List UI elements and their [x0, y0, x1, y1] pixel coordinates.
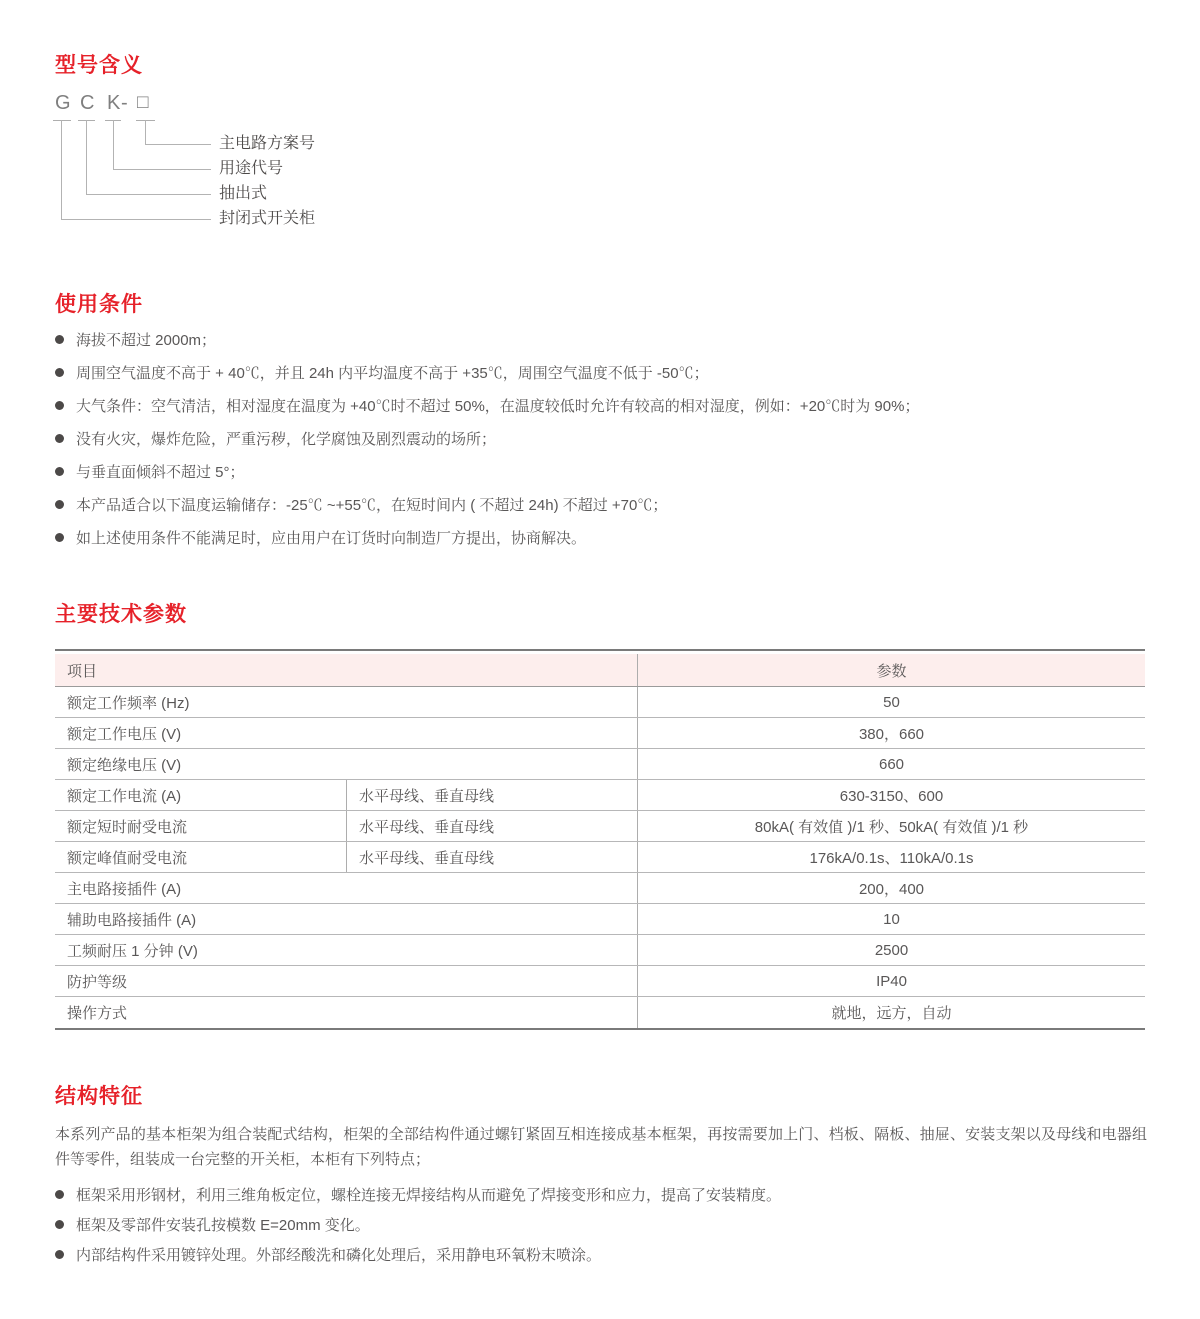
table-cell-subitem: 水平母线、垂直母线: [346, 811, 637, 841]
table-cell-value: 80kA( 有效值 )/1 秒、50kA( 有效值 )/1 秒: [637, 811, 1145, 841]
bullet-icon: [55, 434, 64, 443]
list-item: [55, 1216, 1155, 1232]
table-cell-item: 工频耐压 1 分钟 (V): [67, 942, 198, 960]
list-item-text: 本产品适合以下温度运输储存：-25℃ ~+55℃，在短时间内 ( 不超过 24h) 不超过 +70℃；: [76, 496, 668, 514]
list-item: [55, 496, 1155, 512]
table-row: [55, 811, 1145, 842]
list-item-text: 大气条件：空气清洁，相对湿度在温度为 +40℃时不超过 50%，在温度较低时允许有较高的相对湿度，例如：+20℃时为 90%；: [76, 397, 920, 415]
column-header-value: 参数: [637, 654, 1145, 686]
list-item-text: 周围空气温度不高于 + 40℃，并且 24h 内平均温度不高于 +35℃，周围空气温度不低于 -50℃；: [76, 364, 709, 382]
table-row: [55, 873, 1145, 904]
bullet-icon: [55, 335, 64, 344]
list-item-text: 没有火灾，爆炸危险，严重污秽，化学腐蚀及剧烈震动的场所；: [76, 430, 497, 448]
table-cell-subitem: 水平母线、垂直母线: [346, 842, 637, 872]
table-cell-value: 50: [637, 687, 1145, 717]
table-row: [55, 749, 1145, 780]
structure-features-list: [55, 1186, 1155, 1276]
model-code-letter: C: [80, 92, 95, 114]
bullet-icon: [55, 401, 64, 410]
diagram-label-purpose-code: 用途代号: [219, 160, 284, 177]
table-row: [55, 780, 1145, 811]
list-item: [55, 397, 1155, 413]
connector-line: [86, 194, 211, 195]
bullet-icon: [55, 1220, 64, 1229]
table-cell-item: 额定绝缘电压 (V): [67, 756, 182, 774]
list-item: [55, 364, 1155, 380]
table-cell-value: 380，660: [637, 718, 1145, 748]
diagram-label-enclosed-switchgear: 封闭式开关柜: [219, 210, 316, 227]
bullet-icon: [55, 1190, 64, 1199]
parameters-table: [55, 649, 1145, 1030]
list-item: [55, 1246, 1155, 1262]
table-row: [55, 997, 1145, 1028]
usage-conditions-list: [55, 331, 1155, 562]
table-cell-value: 就地，远方，自动: [637, 997, 1145, 1028]
table-cell-value: 660: [637, 749, 1145, 779]
table-cell-item: 防护等级: [67, 973, 128, 991]
list-item-text: 与垂直面倾斜不超过 5°；: [76, 463, 245, 481]
connector-line: [61, 120, 62, 220]
connector-line: [113, 169, 211, 170]
scheme-box-icon: □: [137, 92, 149, 113]
table-cell-item: 额定工作电流 (A): [67, 787, 182, 805]
connector-line: [145, 144, 211, 145]
list-item: [55, 463, 1155, 479]
model-code-dash: -: [121, 92, 128, 114]
table-cell-value: 200，400: [637, 873, 1145, 903]
diagram-label-withdrawable: 抽出式: [219, 185, 268, 202]
table-row: [55, 904, 1145, 935]
column-header-item: 项目: [67, 662, 98, 680]
section-title-usage-conditions: 使用条件: [55, 293, 143, 316]
structure-features-paragraph: 本系列产品的基本柜架为组合装配式结构，柜架的全部结构件通过螺钉紧固互相连接成基本框架，再按需要加上门、档板、隔板、抽屉、安装支架以及母线和电器组件等零件，组装成一台完整的开关柜，本柜有下列特点；: [55, 1126, 1147, 1168]
connector-line: [86, 120, 87, 195]
list-item: [55, 529, 1155, 545]
list-item-text: 海拔不超过 2000m；: [76, 331, 217, 349]
connector-line: [145, 120, 146, 144]
model-code-letter: G: [55, 92, 71, 114]
table-cell-value: IP40: [637, 966, 1145, 996]
table-row: [55, 687, 1145, 718]
section-title-structure-features: 结构特征: [55, 1085, 143, 1108]
table-cell-item: 额定工作频率 (Hz): [67, 694, 190, 712]
list-item: [55, 430, 1155, 446]
connector-line: [61, 219, 211, 220]
table-header-row: [55, 654, 1145, 687]
section-title-model-meaning: 型号含义: [55, 54, 143, 77]
diagram-label-main-circuit-scheme: 主电路方案号: [219, 135, 316, 152]
table-cell-item: 辅助电路接插件 (A): [67, 911, 197, 929]
connector-line: [113, 120, 114, 170]
table-cell-value: 2500: [637, 935, 1145, 965]
table-row: [55, 935, 1145, 966]
table-cell-value: 176kA/0.1s、110kA/0.1s: [637, 842, 1145, 872]
bullet-icon: [55, 368, 64, 377]
table-cell-item: 操作方式: [67, 1005, 128, 1022]
table-row: [55, 718, 1145, 749]
table-row: [55, 966, 1145, 997]
model-code-diagram: [55, 92, 615, 244]
table-cell-value: 10: [637, 904, 1145, 934]
bullet-icon: [55, 500, 64, 509]
table-cell-item: 额定工作电压 (V): [67, 725, 182, 743]
table-cell-item: 额定峰值耐受电流: [67, 849, 188, 867]
list-item: [55, 331, 1155, 347]
list-item-text: 如上述使用条件不能满足时，应由用户在订货时向制造厂方提出，协商解决。: [76, 529, 587, 547]
table-cell-item: 额定短时耐受电流: [67, 818, 188, 836]
bullet-icon: [55, 1250, 64, 1259]
list-item-text: 内部结构件采用镀锌处理。外部经酸洗和磷化处理后，采用静电环氧粉末喷涂。: [76, 1246, 602, 1264]
table-cell-value: 630-3150、600: [637, 780, 1145, 810]
code-underline: [53, 120, 71, 121]
model-code-letter: K: [107, 92, 121, 114]
table-cell-subitem: 水平母线、垂直母线: [346, 780, 637, 810]
bullet-icon: [55, 467, 64, 476]
table-row: [55, 842, 1145, 873]
bullet-icon: [55, 533, 64, 542]
list-item: [55, 1186, 1155, 1202]
section-title-tech-params: 主要技术参数: [55, 603, 187, 626]
list-item-text: 框架采用形钢材，利用三维角板定位，螺栓连接无焊接结构从而避免了焊接变形和应力，提高了安装精度。: [76, 1186, 782, 1204]
list-item-text: 框架及零部件安装孔按模数 E=20mm 变化。: [76, 1216, 370, 1234]
table-cell-item: 主电路接插件 (A): [67, 880, 182, 898]
